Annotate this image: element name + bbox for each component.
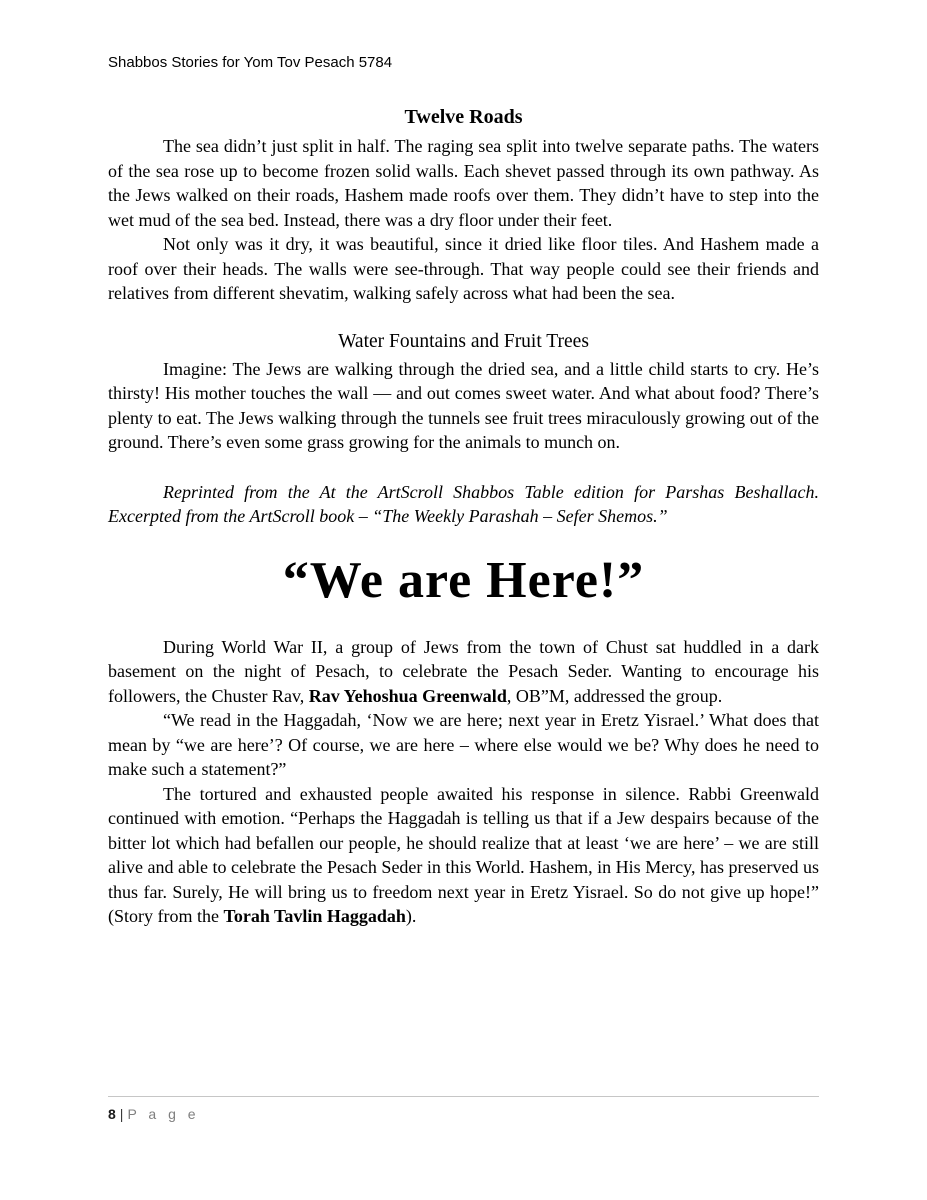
footer-page-label: P a g e <box>127 1106 200 1122</box>
story-title-we-are-here: “We are Here!” <box>282 551 645 609</box>
section-heading-twelve-roads: Twelve Roads <box>404 106 523 128</box>
document-footer <box>108 1096 819 1122</box>
reprint-credit: Reprinted from the At the ArtScroll Shabbos Table edition for Parshas Beshallach. Excerpted from the ArtScroll book – “The Weekly Parashah – Sefer Shemos.” <box>108 481 819 526</box>
section-heading-water-fountains: Water Fountains and Fruit Trees <box>338 330 589 352</box>
document-body <box>108 104 819 929</box>
document-header: Shabbos Stories for Yom Tov Pesach 5784 <box>108 54 393 71</box>
paragraph-twelve-roads-2: Not only was it dry, it was beautiful, since it dried like floor tiles. And Hashem made a roof over their heads. The walls were see-through. That way people could see their friends and relatives from different shevatim, walking safely across what had been the sea. <box>108 234 819 303</box>
paragraph-twelve-roads-1: The sea didn’t just split in half. The raging sea split into twelve separate paths. The waters of the sea rose up to become frozen solid walls. Each shevet passed through its own pathway. As the Jews walked on their roads, Hashem made roofs over them. They didn’t have to step into the wet mud of the sea bed. Instead, there was a dry floor under their feet. <box>108 136 819 230</box>
paragraph-we-are-here-3: The tortured and exhausted people awaited his response in silence. Rabbi Greenwald continued with emotion. “Perhaps the Haggadah is telling us that if a Jew despairs because of the bitter lot which had befallen our people, he should realize that at least ‘we are here’ – we are still alive and able to celebrate the Pesach Seder in this World. Hashem, in His Mercy, has preserved us thus far. Surely, He will bring us to freedom next year in Eretz Yisrael. So do not give up hope!” (Story from the Torah Tavlin Haggadah). <box>108 783 819 926</box>
page-number: 8 <box>108 1106 116 1122</box>
paragraph-we-are-here-1: During World War II, a group of Jews from the town of Chust sat huddled in a dark basement on the night of Pesach, to celebrate the Pesach Seder. Wanting to encourage his followers, the Chuster Rav, Rav Yehoshua Greenwald, OB”M, addressed the group. <box>108 636 819 706</box>
footer-separator: | <box>119 1106 124 1122</box>
paragraph-water-fountains-1: Imagine: The Jews are walking through the dried sea, and a little child starts to cry. He’s thirsty! His mother touches the wall — and out comes sweet water. And what about food? There’s plenty to eat. The Jews walking through the tunnels see fruit trees miraculously growing out of the ground. There’s even some grass growing for the animals to munch on. <box>108 358 819 452</box>
paragraph-we-are-here-2: “We read in the Haggadah, ‘Now we are here; next year in Eretz Yisrael.’ What does that mean by “we are here’? Of course, we are here – where else would we be? Why does he need to make such a statement?” <box>108 710 819 779</box>
